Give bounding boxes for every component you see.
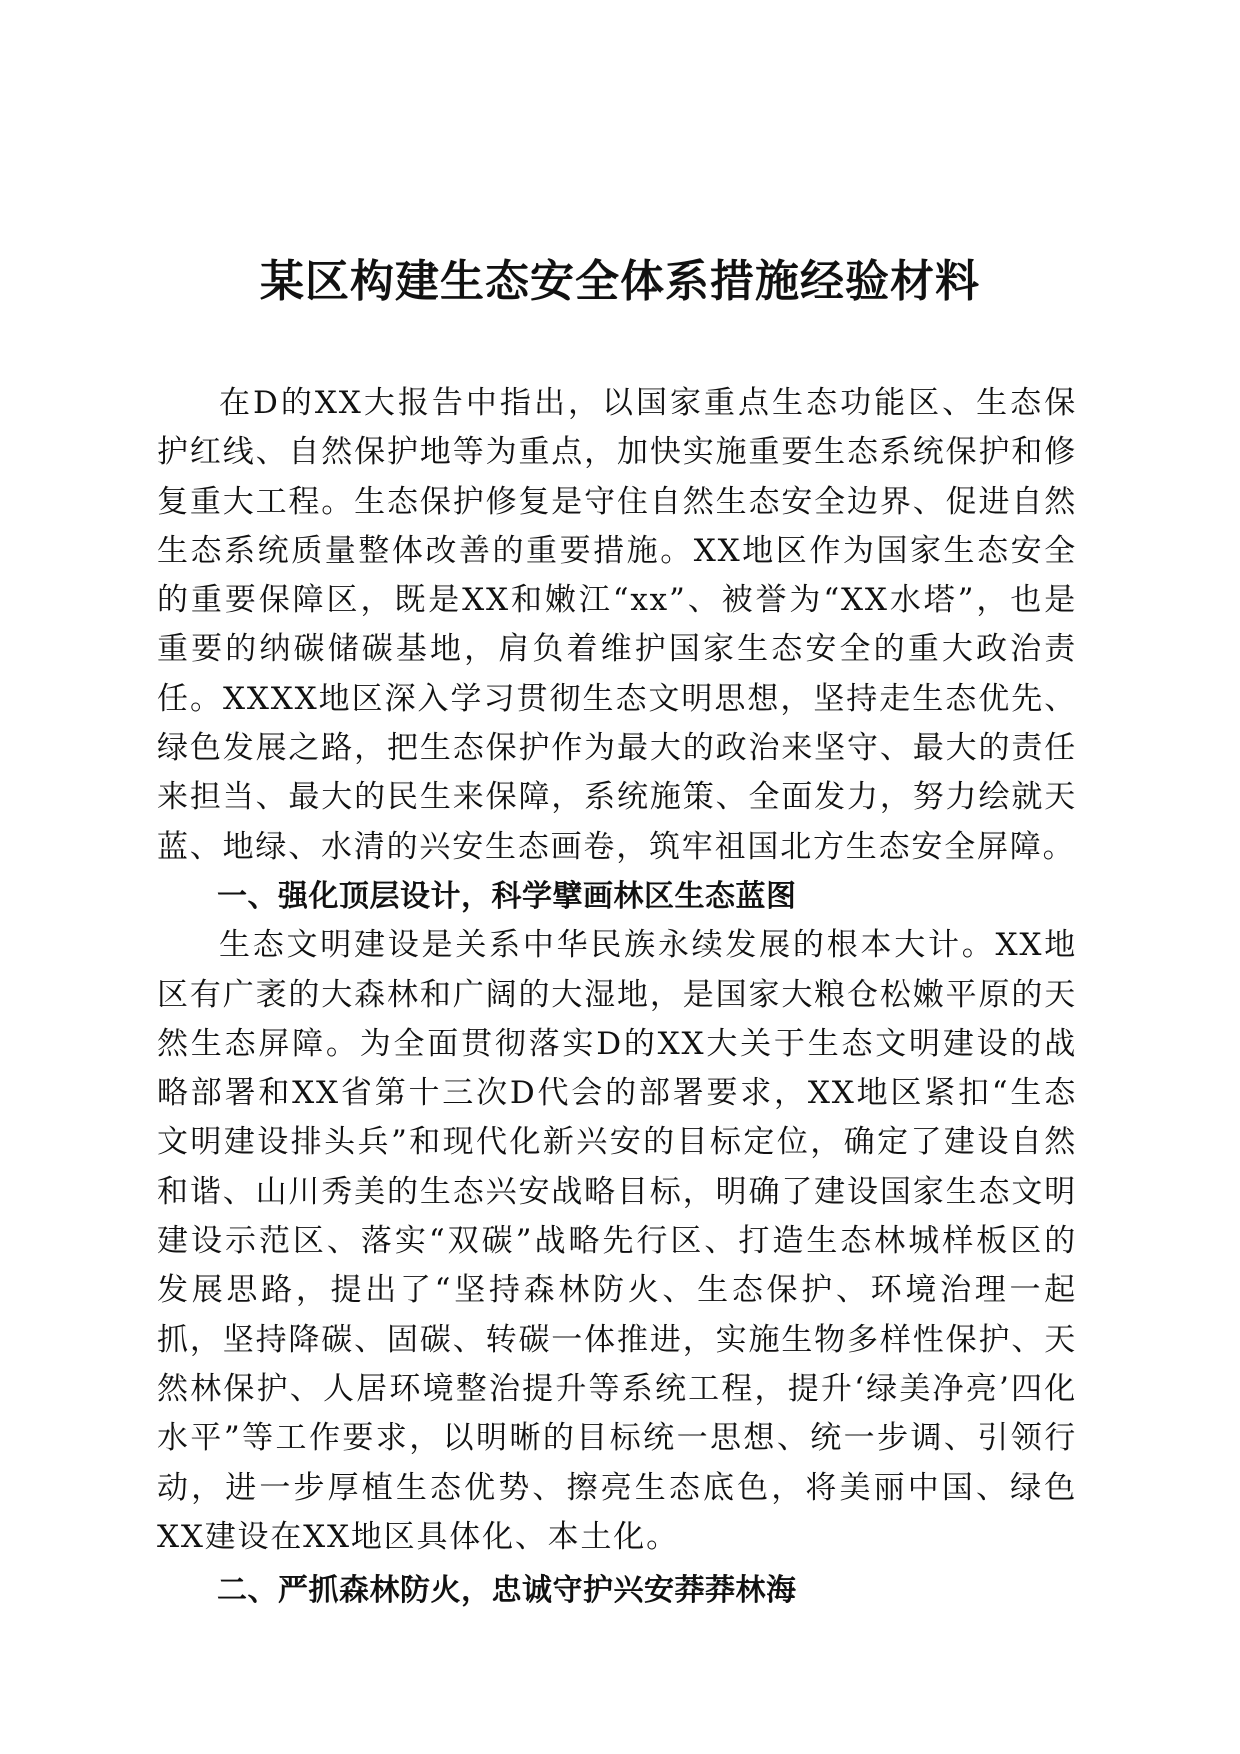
section-heading-1: 一、强化顶层设计，科学擘画林区生态蓝图: [217, 878, 797, 914]
document-body: [157, 379, 1077, 1615]
intro-paragraph: 在D的XX大报告中指出，以国家重点生态功能区、生态保护红线、自然保护地等为重点，加快实施重要生态系统保护和修复重大工程。生态保护修复是守住自然生态安全边界、促进自然生态系统质量整体改善的重要措施。XX地区作为国家生态安全的重要保障区，既是XX和嫩江“xx”、被誉为“XX水塔”，也是重要的纳碳储碳基地，肩负着维护国家生态安全的重大政治责任。XXXX地区深入学习贯彻生态文明思想，坚持走生态优先、绿色发展之路，把生态保护作为最大的政治来坚守、最大的责任来担当、最大的民生来保障，系统施策、全面发力，努力绘就天蓝、地绿、水清的兴安生态画卷，筑牢祖国北方生态安全屏障。: [157, 385, 1077, 865]
section-heading-2: 二、严抓森林防火，忠诚守护兴安莽莽林海: [217, 1573, 797, 1609]
section-1-paragraph: 生态文明建设是关系中华民族永续发展的根本大计。XX地区有广袤的大森林和广阔的大湿地，是国家大粮仓松嫩平原的天然生态屏障。为全面贯彻落实D的XX大关于生态文明建设的战略部署和XX省第十三次D代会的部署要求，XX地区紧扣“生态文明建设排头兵”和现代化新兴安的目标定位，确定了建设自然和谐、山川秀美的生态兴安战略目标，明确了建设国家生态文明建设示范区、落实“双碳”战略先行区、打造生态林城样板区的发展思路，提出了“坚持森林防火、生态保护、环境治理一起抓，坚持降碳、固碳、转碳一体推进，实施生物多样性保护、天然林保护、人居环境整治提升等系统工程，提升‘绿美净亮’四化水平”等工作要求，以明晰的目标统一思想、统一步调、引领行动，进一步厚植生态优势、擦亮生态底色，将美丽中国、绿色XX建设在XX地区具体化、本土化。: [157, 927, 1077, 1555]
document-title: 某区构建生态安全体系措施经验材料: [260, 256, 980, 307]
